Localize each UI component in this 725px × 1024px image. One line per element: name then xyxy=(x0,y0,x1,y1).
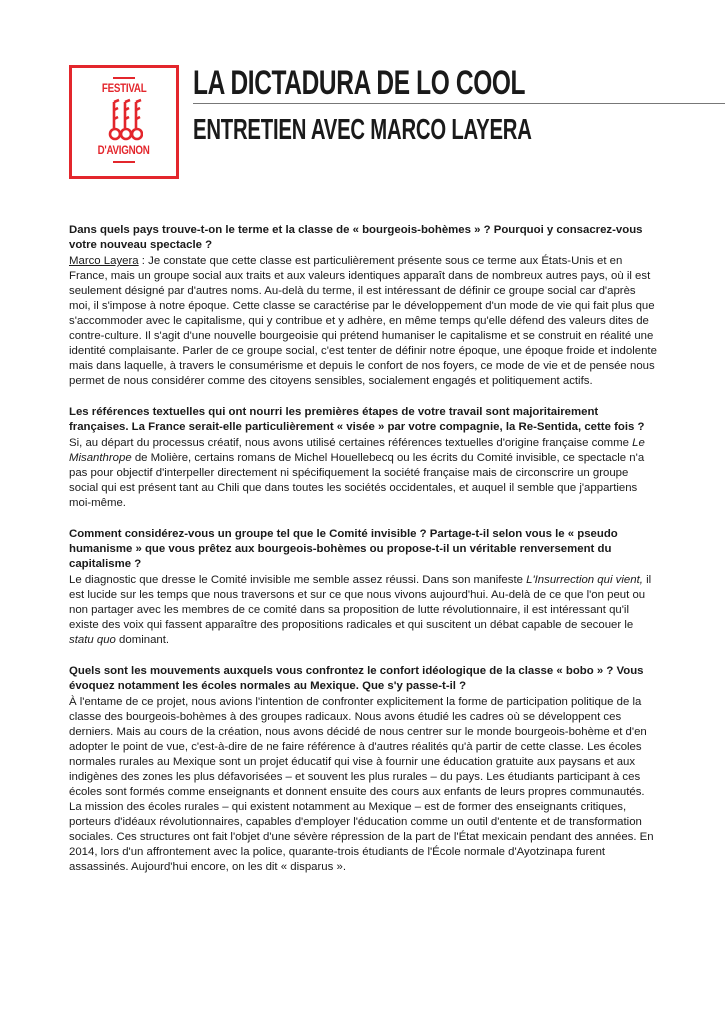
answer-3 xyxy=(69,573,659,648)
work-title-misanthrope: Le Misanthrope xyxy=(69,437,645,464)
latin-term: statu quo xyxy=(69,634,116,646)
answer-2-text-b: de Molière, certains romans de Michel Houellebecq ou les écrits du Comité invisible, ce spectacle n'a pas pour objectif d'interpeller directement ni spécifiquement la société française mais de circonscrire un groupe social qui est présent tant au Chili que dans toutes les sociétés occidentales, et auquel il semble que j'appartiens moi-même. xyxy=(69,452,645,509)
festival-logo xyxy=(69,65,179,179)
keys-icon xyxy=(105,98,143,144)
qa-block-2 xyxy=(69,405,659,511)
answer-4: À l'entame de ce projet, nous avions l'intention de confronter explicitement la forme de participation politique de la classe des bourgeois-bohèmes à des groupes radicaux. Nous avons étudié les cadres où se développent ces derniers. Mais au cours de la création, nous avons décidé de nous centrer sur le monde bourgeois-bohème et d'en adopter le point de vue, c'est-à-dire de ne faire référence à d'autres réalités qu'à partir de cette classe. Les écoles normales rurales au Mexique sont un projet éducatif qui vise à fournir une éducation gratuite aux paysans et aux indigènes des zones les plus défavorisées – et souvent les plus rurales – du pays. Les étudiants participant à ces écoles sont formés comme enseignants et donnent ensuite des cours aux enfants de leurs propres communautés. La mission des écoles rurales – qui existent notamment au Mexique – est de former des enseignants critiques, porteurs d'idéaux révolutionnaires, capables d'employer l'éducation comme un outil d'entente et de transformation sociales. Ces structures ont fait l'objet d'une sévère répression de la part de l'État mexicain pendant des années. En 2014, lors d'un affrontement avec la police, quarante-trois étudiants de l'École normale d'Ayotzinapa furent assassinés. Aujourd'hui encore, on les dit « disparus ». xyxy=(69,696,654,873)
work-title-insurrection: L'Insurrection qui vient, xyxy=(526,574,643,586)
speaker-name: Marco Layera xyxy=(69,255,139,267)
page-title: LA DICTADURA DE LO COOL xyxy=(193,64,526,102)
question-2: Les références textuelles qui ont nourri les premières étapes de votre travail sont majoritairement françaises. La France serait-elle particulièrement « visée » par votre compagnie, la Re-Sentida, cette fois ? xyxy=(69,406,645,433)
answer-2 xyxy=(69,436,659,511)
question-3: Comment considérez-vous un groupe tel que le Comité invisible ? Partage-t-il selon vous le « pseudo humanisme » que vous prêtez aux bourgeois-bohèmes ou propose-t-il un véritable renversement du capitalisme ? xyxy=(69,528,618,570)
logo-line-2: D'AVIGNON xyxy=(97,145,150,157)
page-subtitle: ENTRETIEN AVEC MARCO LAYERA xyxy=(193,114,532,146)
answer-1-text: : Je constate que cette classe est particulièrement présente sous ce terme aux États-Unis et en France, mais un groupe social aux traits et aux valeurs identiques apparaît dans de nombreux autres pays, où il est seulement désigné par d'autres noms. Au-delà du terme, il est intéressant de définir ce groupe social car d'après moi, il s'impose à notre époque. Cette classe se caractérise par le développement d'un mode de vie qui fait plus que s'accommoder avec le capitalisme, qui y contribue et y adhère, en même temps qu'elle défend des valeurs dites de contre-culture. Il s'agit d'une nouvelle bourgeoisie qui prétend humaniser le capitalisme et se construit en réalité une identité complaisante. Parler de ce groupe social, c'est tenter de définir notre époque, une époque froide et indolente mais dans laquelle, à travers le consumérisme et depuis le confort de nos foyers, ce mode de vie et de pensée nous permet de nous considérer comme des citoyens sensibles, socialement engagés et politiquement actifs. xyxy=(69,255,657,387)
answer-2-text-a: Si, au départ du processus créatif, nous avons utilisé certaines références textuelles d'origine française comme xyxy=(69,437,633,449)
question-4: Quels sont les mouvements auxquels vous confrontez le confort idéologique de la classe « bobo » ? Vous évoquez notamment les écoles normales au Mexique. Que s'y passe-t-il ? xyxy=(69,665,644,692)
title-divider xyxy=(193,103,725,104)
qa-block-4 xyxy=(69,664,659,875)
answer-3-text-c: dominant. xyxy=(115,634,170,646)
interview-content xyxy=(69,223,659,891)
question-1: Dans quels pays trouve-t-on le terme et la classe de « bourgeois-bohèmes » ? Pourquoi y consacrez-vous votre nouveau spectacle ? xyxy=(69,224,643,251)
answer-3-text-a: Le diagnostic que dresse le Comité invisible me semble assez réussi. Dans son manifeste xyxy=(69,574,527,586)
answer-3-text-b: il est lucide sur les temps que nous traversons et sur ce que nous vivons aujourd'hui. Au-delà de ce que l'on peut ou non partager avec les membres de ce comité dans sa proposition de lutte révolutionnaire, il est intéressant qu'il existe des voix qui fassent apparaître des propositions radicales et qui suscitent un débat capable de secouer le xyxy=(69,574,652,631)
answer-1 xyxy=(69,254,659,389)
qa-block-3 xyxy=(69,527,659,648)
qa-block-1 xyxy=(69,223,659,389)
logo-rule-top xyxy=(113,77,135,79)
logo-line-1: FESTIVAL xyxy=(101,83,147,95)
logo-rule-bottom xyxy=(113,161,135,163)
